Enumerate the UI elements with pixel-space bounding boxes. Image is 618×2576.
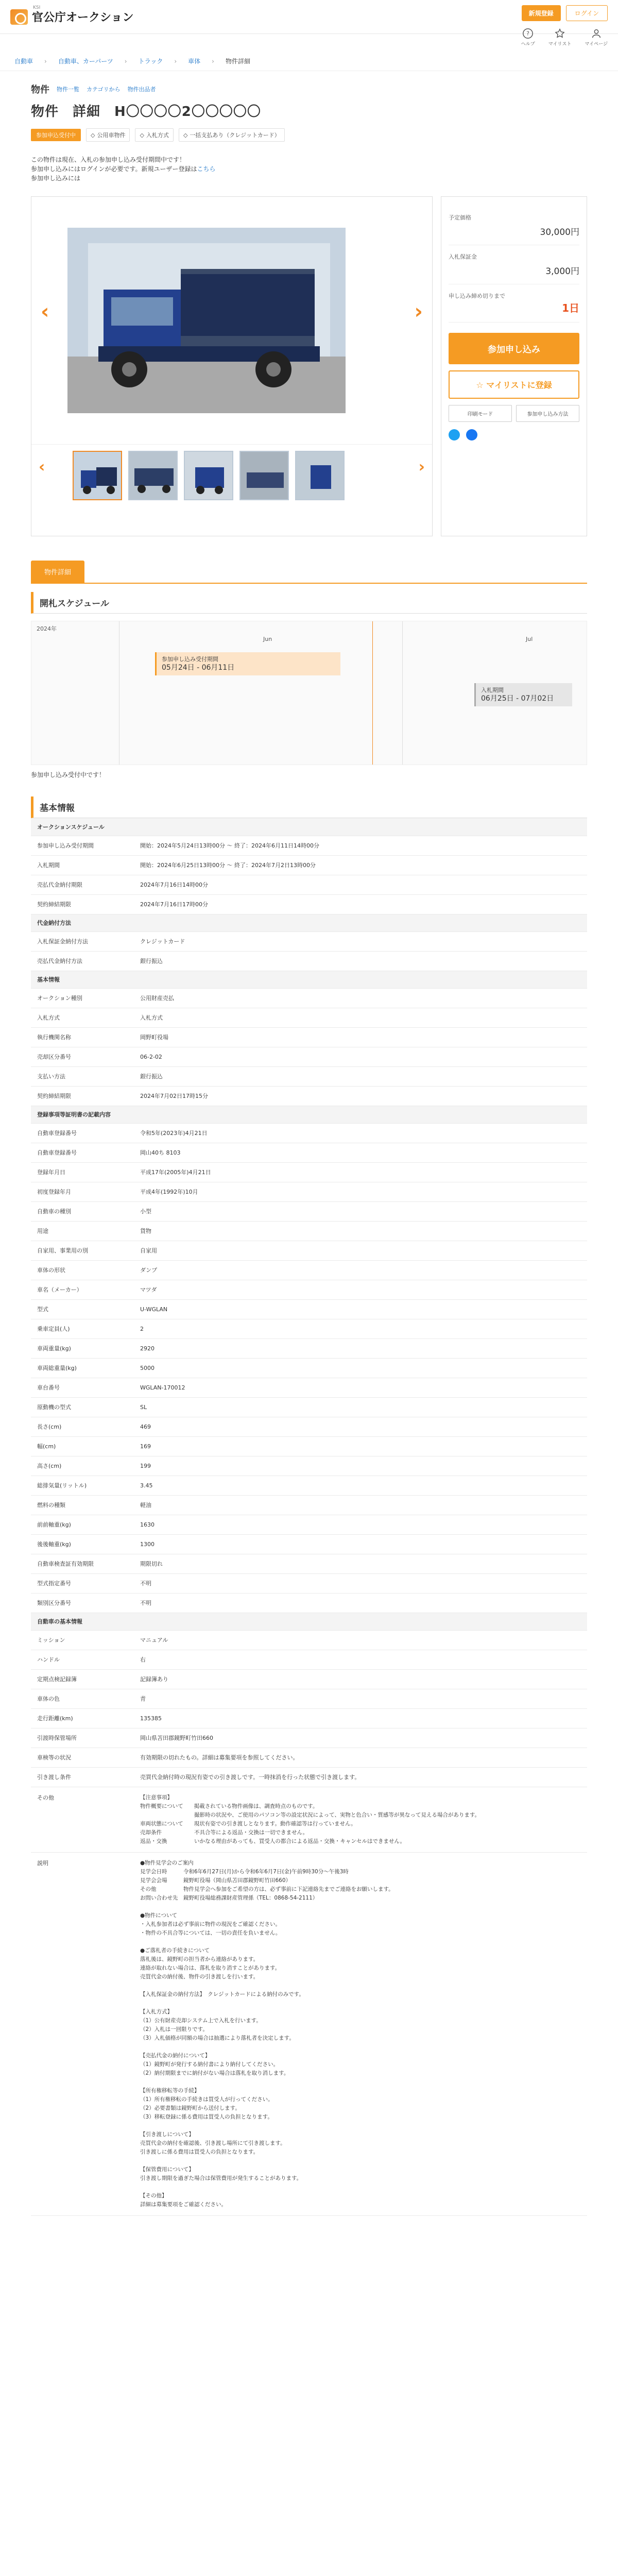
info-key: 車両重量(kg) xyxy=(31,1338,134,1358)
info-key: オークション種別 xyxy=(31,988,134,1008)
tag-icon: ◇ xyxy=(91,131,95,139)
info-value: 平成17年(2005年)4月21日 xyxy=(134,1162,587,1182)
info-key: ミッション xyxy=(31,1630,134,1650)
table-row xyxy=(31,931,587,951)
category-nav xyxy=(0,52,618,71)
info-key: 総排気量(リットル) xyxy=(31,1476,134,1495)
info-value: 岡山県苫田郡鏡野町竹田660 xyxy=(134,1728,587,1748)
catnav-item[interactable]: トラック xyxy=(138,58,163,65)
table-row xyxy=(31,1086,587,1106)
info-value: 不明 xyxy=(134,1593,587,1613)
table-row xyxy=(31,1066,587,1086)
info-value: 169 xyxy=(134,1436,587,1456)
info-value: 1630 xyxy=(134,1515,587,1534)
catnav-item[interactable]: 車体 xyxy=(188,58,201,65)
info-value: 469 xyxy=(134,1417,587,1436)
info-key: 車台番号 xyxy=(31,1378,134,1397)
info-heading: 基本情報 xyxy=(31,796,587,818)
info-key: 用途 xyxy=(31,1221,134,1241)
notice-line: 参加申し込みには xyxy=(31,175,81,182)
info-key: 契約締結期限 xyxy=(31,1086,134,1106)
table-row xyxy=(31,1047,587,1066)
thumbnail[interactable] xyxy=(239,451,289,500)
print-button[interactable]: 印刷モード xyxy=(449,405,512,422)
table-row xyxy=(31,1162,587,1182)
catnav-current: 物件詳細 xyxy=(225,58,250,65)
info-value: 2024年7月16日14時00分 xyxy=(134,875,587,894)
notice-link[interactable]: こちら xyxy=(197,165,216,173)
table-row xyxy=(31,1593,587,1613)
facebook-icon[interactable] xyxy=(466,429,477,440)
info-key: 売払代金納付方法 xyxy=(31,951,134,971)
info-key: 初度登録年月 xyxy=(31,1182,134,1201)
notice-text xyxy=(31,155,587,183)
table-row xyxy=(31,1573,587,1593)
tab-detail[interactable]: 物件詳細 xyxy=(31,561,84,583)
table-row xyxy=(31,1182,587,1201)
info-key: 後後軸重(kg) xyxy=(31,1534,134,1554)
table-row xyxy=(31,836,587,855)
info-value: 2 xyxy=(134,1319,587,1338)
table-row xyxy=(31,1669,587,1689)
tab-bar xyxy=(31,560,587,584)
info-value: 銀行振込 xyxy=(134,951,587,971)
info-group-label: 自動車の基本情報 xyxy=(31,1613,587,1630)
tag-item xyxy=(135,128,173,142)
notice-line xyxy=(31,164,587,174)
catnav-separator: › xyxy=(212,57,214,65)
info-value: 青 xyxy=(134,1689,587,1708)
table-row xyxy=(31,1241,587,1260)
table-row xyxy=(31,875,587,894)
info-value: 開始：2024年5月24日13時00分 〜 終了：2024年6月11日14時00分 xyxy=(134,836,587,855)
info-key: 燃料の種類 xyxy=(31,1495,134,1515)
twitter-icon[interactable] xyxy=(449,429,460,440)
info-group-row xyxy=(31,914,587,931)
breadcrumb xyxy=(31,82,587,96)
table-row xyxy=(31,894,587,914)
table-row xyxy=(31,1476,587,1495)
mylist-button-label: マイリストに登録 xyxy=(486,380,552,390)
info-value: 岡野町役場 xyxy=(134,1027,587,1047)
svg-text:?: ? xyxy=(526,30,530,37)
start-price-row xyxy=(449,206,579,245)
title-area xyxy=(0,71,618,183)
info-value: マニュアル xyxy=(134,1630,587,1650)
table-row xyxy=(31,1280,587,1299)
description-text: ●物件見学会のご案内 見学会日時 令和6年6月27日(月)から令和6年6月7日(金)午前9時30分〜午後3時 見学会会場 鏡野町役場（岡山県苫田郡鏡野町竹田660） その他 物件見学会へ参加をご希望の方は、必ず事前に下記連絡先までご連絡をお願いします。 お問い合わせ先 鏡野町役場総務課財産管理係（TEL：0868-54-2111） ●物件について ・入札参加者は必ず事前に物件の現況をご確認ください。 ・物件の不具合等については、一切の責任を負いません。 ●ご落札者の手続きについて 落札後は、鏡野町の担当者から連絡があります。 連絡が取れない場合は、落札を取り消すことがあります。 売買代金の納付後、物件の引き渡しを行います。 【入札保証金の納付方法】 クレジットカードによる納付のみです。 【入札方式】 （1）公有財産売却システム上で入札を行います。 （2）入札は一回限りです。 （3）入札価格が同額の場合は抽選により落札者を決定します。 【売払代金の納付について】 （1）鏡野町が発行する納付書により納付してください。 （2）納付期限までに納付がない場合は落札を取り消します。 【所有権移転等の手続】 （1）所有権移転の手続きは買受人が行ってください。 （2）必要書類は鏡野町から送付します。 （3）移転登録に係る費用は買受人の負担となります。 【引き渡しについて】 売買代金の納付を確認後、引き渡し場所にて引き渡します。 引き渡しに係る費用は買受人の負担となります。 【保管費用について】 引き渡し期限を過ぎた場合は保管費用が発生することがあります。 【その他】 詳細は募集要項をご確認ください。 xyxy=(140,1859,394,2208)
table-row xyxy=(31,1456,587,1476)
table-row xyxy=(31,1143,587,1162)
table-row xyxy=(31,1299,587,1319)
schedule-heading: 開札スケジュール xyxy=(31,592,587,614)
schedule-footer: 参加申し込み受付中です！ xyxy=(31,771,106,778)
login-button[interactable]: ログイン xyxy=(566,5,608,21)
other-row xyxy=(31,1787,587,1853)
schedule-chart xyxy=(31,621,587,765)
info-key: 登録年月日 xyxy=(31,1162,134,1182)
info-key: 売払代金納付期限 xyxy=(31,875,134,894)
info-value: 135385 xyxy=(134,1708,587,1728)
info-key: 執行機関名称 xyxy=(31,1027,134,1047)
page-title: 物件 詳細 H〇〇〇〇2〇〇〇〇〇 xyxy=(31,104,261,120)
info-value: 公用財産売払 xyxy=(134,988,587,1008)
logo-mark-icon xyxy=(10,9,28,25)
info-key: 車検等の状況 xyxy=(31,1748,134,1767)
info-value: 1300 xyxy=(134,1534,587,1554)
table-row xyxy=(31,1027,587,1047)
notice-line-text: 参加申し込みにはログインが必要です。新規ユーザー登録は xyxy=(31,165,197,173)
mypage-icon[interactable] xyxy=(585,28,608,47)
table-row xyxy=(31,1748,587,1767)
info-key: 高さ(cm) xyxy=(31,1456,134,1476)
start-price-label: 予定価格 xyxy=(449,214,471,221)
table-row xyxy=(31,1008,587,1027)
schedule-bar-title: 入札期間 xyxy=(481,687,504,693)
info-value: 06-2-02 xyxy=(134,1047,587,1066)
description-label: 説明 xyxy=(37,1859,48,1867)
info-group-label: 登録事項等証明書の記載内容 xyxy=(31,1106,587,1123)
info-table xyxy=(31,818,587,1787)
catnav-separator: › xyxy=(174,57,177,65)
favorite-icon[interactable] xyxy=(548,28,572,47)
breadcrumb-item[interactable]: カテゴリから xyxy=(87,86,121,93)
info-key: 売却区分番号 xyxy=(31,1047,134,1066)
tag-label: 入札方式 xyxy=(146,132,169,139)
deposit-value: 3,000円 xyxy=(545,266,579,277)
table-row xyxy=(31,1689,587,1708)
apply-button[interactable]: 参加申し込み xyxy=(449,333,579,364)
deposit-row xyxy=(449,245,579,284)
tag-icon: ◇ xyxy=(140,131,144,139)
info-value: U-WGLAN xyxy=(134,1299,587,1319)
main-grid xyxy=(0,183,618,536)
info-value: 2920 xyxy=(134,1338,587,1358)
catnav-item[interactable]: 自動車、カーパーツ xyxy=(58,58,113,65)
status-badge: 参加申込受付中 xyxy=(31,129,81,141)
thumbnail[interactable] xyxy=(184,451,233,500)
catnav-separator: › xyxy=(44,57,47,65)
tag-list xyxy=(31,128,587,142)
schedule-month: Jul xyxy=(526,636,533,642)
info-value: 入札方式 xyxy=(134,1008,587,1027)
table-row xyxy=(31,1378,587,1397)
info-key: 自動車の種別 xyxy=(31,1201,134,1221)
info-group-label: 代金納付方法 xyxy=(31,914,587,931)
table-row xyxy=(31,1495,587,1515)
other-text: 【注意事項】 物件概要について 掲載されている物件画像は、調査時点のものです。 撮影時の状況や、ご使用のパソコン等の設定状況によって、実物と色合い・質感等が異なって見える場合があります。 車両状態について 現状有姿での引き渡しとなります。動作確認等は行っていません。 売却条件 不具合等による返品・交換は一切できません。 返品・交換 いかなる理由があっても、買受人の都合による返品・交換・キャンセルはできません。 xyxy=(140,1794,480,1844)
info-value: ダンプ xyxy=(134,1260,587,1280)
table-row xyxy=(31,1123,587,1143)
tag-icon: ◇ xyxy=(183,131,188,139)
info-key: 自家用、事業用の別 xyxy=(31,1241,134,1260)
info-value: 軽油 xyxy=(134,1495,587,1515)
info-key: 類別区分番号 xyxy=(31,1593,134,1613)
breadcrumb-home[interactable]: 物件 xyxy=(31,84,49,95)
grid-line xyxy=(402,621,403,765)
info-value: クレジットカード xyxy=(134,931,587,951)
table-row xyxy=(31,855,587,875)
logo-sub: KSI xyxy=(33,5,41,10)
info-value: 5000 xyxy=(134,1358,587,1378)
info-value: 岡山40ち 8103 xyxy=(134,1143,587,1162)
star-icon: ☆ xyxy=(476,380,487,390)
table-row xyxy=(31,1650,587,1669)
info-value: 自家用 xyxy=(134,1241,587,1260)
info-value: 有効期限の切れたもの。詳細は募集要項を参照してください。 xyxy=(134,1748,587,1767)
info-value: 2024年7月16日17時00分 xyxy=(134,894,587,914)
table-row xyxy=(31,1436,587,1456)
main-image[interactable] xyxy=(67,228,346,413)
remain-row xyxy=(449,284,579,323)
howto-button[interactable]: 参加申し込み方法 xyxy=(516,405,579,422)
info-value: 売買代金納付時の現況有姿での引き渡しです。一時抹消を行った状態で引き渡します。 xyxy=(134,1767,587,1787)
table-row xyxy=(31,1767,587,1787)
tag-label: 公用車物件 xyxy=(97,132,126,139)
breadcrumb-item[interactable]: 物件一覧 xyxy=(57,86,79,93)
info-key: 車体の色 xyxy=(31,1689,134,1708)
remain-value: 1日 xyxy=(562,302,579,314)
info-group-row xyxy=(31,818,587,836)
thumbnail-strip xyxy=(31,444,432,506)
info-key: 自動車登録番号 xyxy=(31,1143,134,1162)
remain-label: 申し込み締め切りまで xyxy=(449,293,505,299)
table-row xyxy=(31,1534,587,1554)
start-price-value: 30,000円 xyxy=(540,227,579,238)
info-group-row xyxy=(31,971,587,988)
thumb-prev-icon[interactable]: ‹ xyxy=(39,458,45,476)
tag-item xyxy=(179,128,285,142)
table-row xyxy=(31,1630,587,1650)
info-value: 平成4年(1992年)10月 xyxy=(134,1182,587,1201)
info-group-row xyxy=(31,1106,587,1123)
info-value: 小型 xyxy=(134,1201,587,1221)
deposit-label: 入札保証金 xyxy=(449,253,477,260)
thumbnail[interactable] xyxy=(73,451,122,500)
info-key: 自動車登録番号 xyxy=(31,1123,134,1143)
info-value: 3.45 xyxy=(134,1476,587,1495)
info-key: 自動車検査証有効期限 xyxy=(31,1554,134,1573)
price-panel xyxy=(441,196,587,536)
info-group-label: 基本情報 xyxy=(31,971,587,988)
info-key: 乗車定員(人) xyxy=(31,1319,134,1338)
table-row xyxy=(31,1515,587,1534)
table-row xyxy=(31,1728,587,1748)
info-value: 右 xyxy=(134,1650,587,1669)
info-value: 令和5年(2023年)4月21日 xyxy=(134,1123,587,1143)
schedule-bar-bid xyxy=(474,683,572,706)
info-key: 入札期間 xyxy=(31,855,134,875)
info-value: 不明 xyxy=(134,1573,587,1593)
image-gallery xyxy=(31,196,433,536)
info-value: 記録簿あり xyxy=(134,1669,587,1689)
schedule-year: 2024年 xyxy=(37,625,57,632)
info-group-label: オークションスケジュール xyxy=(31,818,587,836)
help-label: ヘルプ xyxy=(521,42,535,47)
info-key: 長さ(cm) xyxy=(31,1417,134,1436)
thumbnail[interactable] xyxy=(128,451,178,500)
header-icon-bar xyxy=(521,28,608,47)
description-row xyxy=(31,1853,587,2216)
notice-line: この物件は現在、入札の参加申し込み受付期間中です！ xyxy=(31,156,186,163)
table-row xyxy=(31,1201,587,1221)
schedule-bar-apply xyxy=(155,652,340,675)
info-key: 原動機の型式 xyxy=(31,1397,134,1417)
mylist-button[interactable] xyxy=(449,370,579,399)
info-key: 入札方式 xyxy=(31,1008,134,1027)
today-line xyxy=(372,621,373,765)
info-key: 参加申し込み受付期間 xyxy=(31,836,134,855)
info-key: 車両総重量(kg) xyxy=(31,1358,134,1378)
info-key: 車体の形状 xyxy=(31,1260,134,1280)
info-key: 走行距離(km) xyxy=(31,1708,134,1728)
social-links xyxy=(449,429,579,440)
schedule-month: Jun xyxy=(263,636,272,642)
help-icon[interactable] xyxy=(521,28,535,47)
info-key: 入札保証金納付方法 xyxy=(31,931,134,951)
info-group-row xyxy=(31,1613,587,1630)
schedule-bar-title: 参加申し込み受付期間 xyxy=(162,656,218,663)
tag-label: 一括支払あり（クレジットカード） xyxy=(190,132,280,139)
info-key: 定期点検記録簿 xyxy=(31,1669,134,1689)
info-value: WGLAN-170012 xyxy=(134,1378,587,1397)
info-key: 前前軸重(kg) xyxy=(31,1515,134,1534)
table-row xyxy=(31,1708,587,1728)
table-row xyxy=(31,1221,587,1241)
thumbnail[interactable] xyxy=(295,451,345,500)
info-key: 型式 xyxy=(31,1299,134,1319)
table-row xyxy=(31,1358,587,1378)
catnav-separator: › xyxy=(124,57,127,65)
info-key: 幅(cm) xyxy=(31,1436,134,1456)
info-value: SL xyxy=(134,1397,587,1417)
table-row xyxy=(31,951,587,971)
schedule-bar-dates: 05月24日 - 06月11日 xyxy=(162,664,235,672)
info-key: ハンドル xyxy=(31,1650,134,1669)
catnav-item[interactable]: 自動車 xyxy=(14,58,33,65)
schedule-bar-dates: 06月25日 - 07月02日 xyxy=(481,694,554,703)
table-row xyxy=(31,1260,587,1280)
small-buttons xyxy=(449,405,579,422)
info-value: マツダ xyxy=(134,1280,587,1299)
table-row xyxy=(31,1397,587,1417)
other-label: その他 xyxy=(37,1794,54,1801)
info-value: 銀行振込 xyxy=(134,1066,587,1086)
thumb-next-icon[interactable]: › xyxy=(418,458,425,476)
table-row xyxy=(31,1338,587,1358)
prev-arrow-icon[interactable]: ‹ xyxy=(41,300,49,324)
info-key: 支払い方法 xyxy=(31,1066,134,1086)
register-button[interactable]: 新規登録 xyxy=(522,5,561,21)
table-row xyxy=(31,1319,587,1338)
breadcrumb-item[interactable]: 物件出品者 xyxy=(127,86,156,93)
mypage-label: マイページ xyxy=(585,42,608,47)
info-value: 2024年7月02日17時15分 xyxy=(134,1086,587,1106)
info-value: 199 xyxy=(134,1456,587,1476)
favorite-label: マイリスト xyxy=(548,42,572,47)
info-key: 車名（メーカー） xyxy=(31,1280,134,1299)
info-key: 型式指定番号 xyxy=(31,1573,134,1593)
table-row xyxy=(31,988,587,1008)
info-value: 期限切れ xyxy=(134,1554,587,1573)
logo-text: 官公庁オークション xyxy=(32,11,134,24)
next-arrow-icon[interactable]: › xyxy=(414,300,423,324)
table-row xyxy=(31,1417,587,1436)
tag-item xyxy=(86,128,130,142)
info-value: 貨物 xyxy=(134,1221,587,1241)
info-key: 契約締結期限 xyxy=(31,894,134,914)
info-value: 開始：2024年6月25日13時00分 〜 終了：2024年7月2日13時00分 xyxy=(134,855,587,875)
table-row xyxy=(31,1554,587,1573)
info-key: 引き渡し条件 xyxy=(31,1767,134,1787)
site-logo[interactable] xyxy=(10,9,134,25)
info-key: 引渡時保管場所 xyxy=(31,1728,134,1748)
